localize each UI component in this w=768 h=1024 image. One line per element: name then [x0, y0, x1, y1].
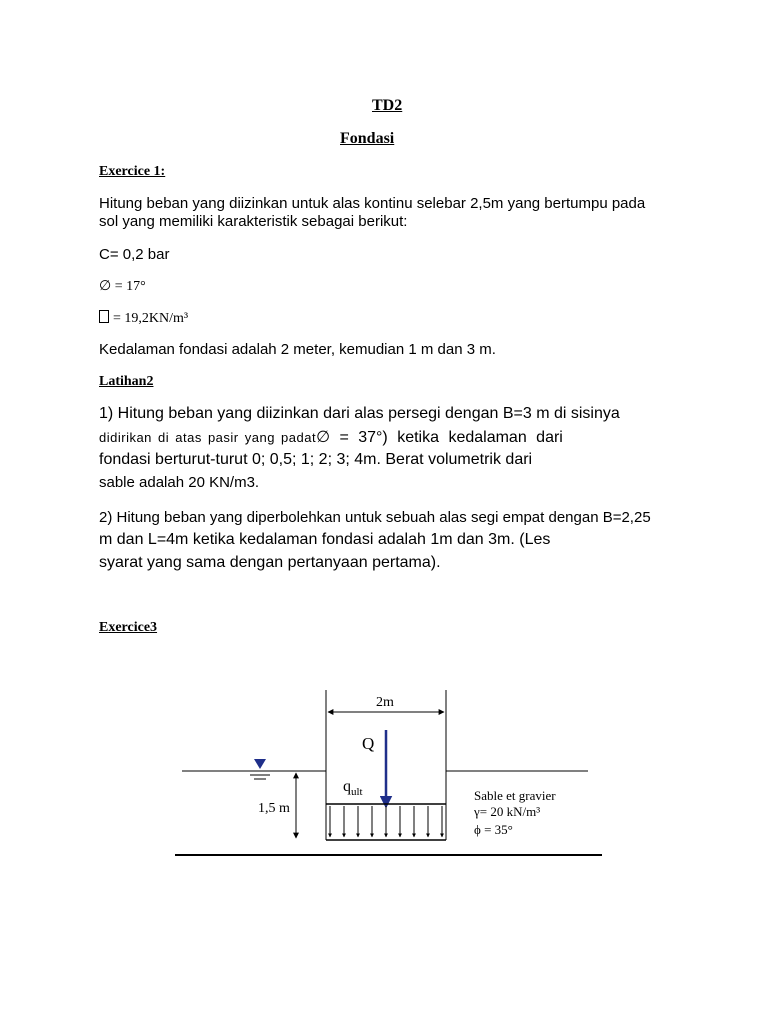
page-title: TD2 — [372, 97, 403, 114]
load-label: Q — [362, 734, 375, 753]
exercise1-line1: Hitung beban yang diizinkan untuk alas kontinu selebar 2,5m yang bertumpu pada — [99, 195, 646, 212]
question1-line1: 1) Hitung beban yang diizinkan dari alas persegi dengan B=3 m di sisinya — [99, 405, 620, 422]
question1-line2-small: didirikan di atas pasir yang padat — [99, 430, 317, 445]
bearing-pressure-arrows — [330, 806, 442, 837]
soil-friction-angle: ϕ = 35° — [474, 822, 513, 837]
exercise2-heading-text: Latihan2 — [99, 374, 154, 389]
width-label: 2m — [376, 695, 394, 710]
question2-line2: m dan L=4m ketika kedalaman fondasi adalah 1m dan 3m. (Les — [99, 531, 551, 548]
qult-sub: ult — [351, 786, 363, 798]
question1-line3: fondasi berturut-turut 0; 0,5; 1; 2; 3; 4m. Berat volumetrik dari — [99, 451, 533, 468]
exercise2-heading — [99, 374, 163, 390]
exercise3-heading-text: Exercice3 — [99, 620, 158, 635]
missing-glyph-box — [99, 310, 109, 323]
exercise1-line2: sol yang memiliki karakteristik sebagai berikut: — [99, 213, 408, 230]
soil-unit-weight: γ= 20 kN/m³ — [474, 804, 541, 819]
qult-main: q — [343, 778, 351, 795]
exercise1-heading-text: Exercice 1: — [99, 164, 166, 179]
depth-label: 1,5 m — [258, 801, 290, 816]
question1-line2-large: ∅ = 37°) ketika kedalaman dari — [316, 429, 563, 446]
page-subtitle-text: Fondasi — [340, 130, 395, 147]
question2-line1: 2) Hitung beban yang diperbolehkan untuk sebuah alas segi empat dengan B=2,25 — [99, 509, 651, 526]
unit-weight-text: = 19,2KN/m³ — [113, 311, 189, 326]
foundation-diagram — [0, 660, 768, 870]
friction-angle-value: ∅ = 17° — [99, 279, 146, 294]
qult-label — [343, 778, 363, 798]
exercise1-heading — [99, 164, 173, 180]
foundation-depth-text: Kedalaman fondasi adalah 2 meter, kemudian 1 m dan 3 m. — [99, 341, 496, 358]
unit-weight-value — [99, 310, 188, 327]
cohesion-value: C= 0,2 bar — [99, 246, 170, 263]
soil-name: Sable et gravier — [474, 788, 556, 803]
water-table-icon — [246, 759, 274, 779]
question1-line2 — [99, 427, 563, 447]
page-subtitle — [340, 130, 428, 148]
question1-line4: sable adalah 20 KN/m3. — [99, 474, 260, 491]
exercise3-heading — [99, 620, 165, 636]
question2-line3: syarat yang sama dengan pertanyaan pertama). — [99, 554, 441, 571]
